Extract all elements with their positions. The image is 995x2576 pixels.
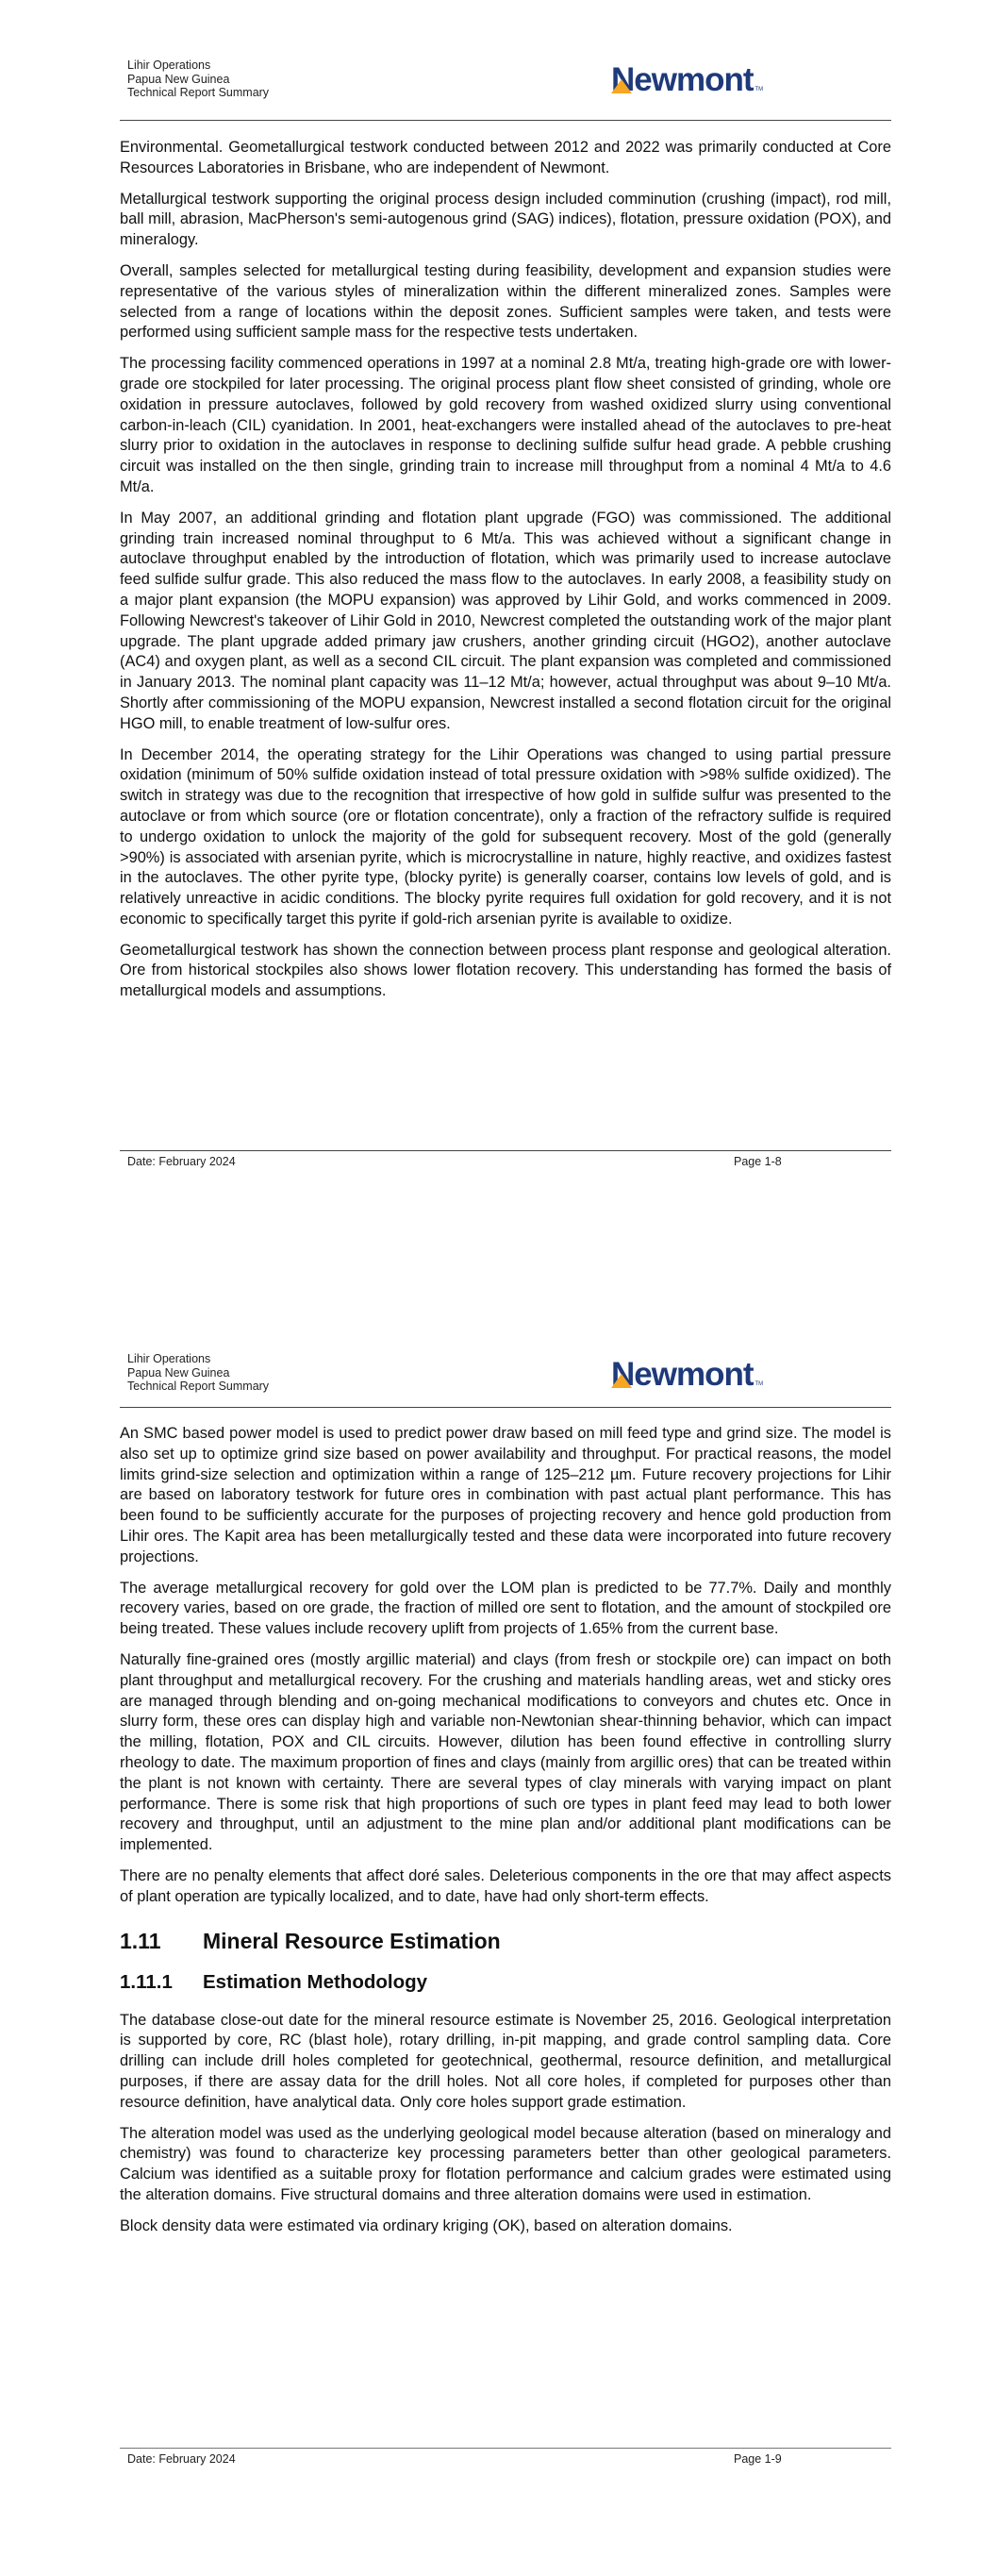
header-info <box>127 1352 269 1394</box>
header-divider <box>120 120 891 121</box>
page-1-9 <box>0 1302 995 2576</box>
footer-divider <box>120 2448 891 2449</box>
paragraph: Geometallurgical testwork has shown the connection between process plant response and geological alteration. Ore from historical stockpiles also shows lower flotation recovery. This understanding has formed the basis of metallurgical models and assumptions. <box>120 941 891 1000</box>
page-1-8 <box>0 0 995 1217</box>
logo-text: Newmont <box>611 1356 754 1393</box>
paragraph: The processing facility commenced operations in 1997 at a nominal 2.8 Mt/a, treating high-grade ore with lower-grade ore stockpiled for later processing. The original process plant flow sheet consisted of grinding, whole ore oxidation in pressure autoclaves, followed by gold recovery from washed oxidized slurry using conventional carbon-in-leach (CIL) cyanidation. In 2001, heat-exchangers were installed ahead of the autoclaves to pre-heat slurry prior to oxidation in the autoclaves in response to declining sulfide sulfur head grade. A pebble crushing circuit was installed on the then single, grinding train to increase mill throughput from a nominal 4 Mt/a to 4.6 Mt/a. <box>120 355 891 495</box>
header-divider <box>120 1407 891 1408</box>
logo-text: Newmont <box>611 61 754 98</box>
footer-date: Date: February 2024 <box>127 2452 236 2466</box>
header-line-country: Papua New Guinea <box>127 72 230 86</box>
footer-page-number: Page 1-8 <box>734 1155 782 1168</box>
paragraph: Naturally fine-grained ores (mostly argillic material) and clays (from fresh or stockpile ore) can impact on both plant throughput and metallurgical recovery. For the crushing and materials handling areas, wet and sticky ores are managed through blending and on-going mechanical modifications to conveyors and chutes etc. Once in slurry form, these ores can display high and variable non-Newtonian shear-thinning behavior, which can impact the milling, flotation, POX and CIL circuits. However, dilution has been found effective in controlling slurry rheology to date. The maximum proportion of fines and clays (mainly from argillic ores) that can be treated within the plant is not known with certainty. There are several types of clay minerals with varying impact on plant performance. There is some risk that high proportions of such ore types in plant feed may lead to both lower recovery and throughput, until an adjustment to the mine plan and/or additional plant modifications can be implemented. <box>120 1650 891 1854</box>
paragraph: The alteration model was used as the underlying geological model because alteration (based on mineralogy and chemistry) was found to characterize key processing parameters better than other geological parameters. Calcium was identified as a suitable proxy for flotation performance and calcium grades were estimated using the alteration domains. Five structural domains and three alteration domains were used in estimation. <box>120 2124 891 2203</box>
subsection-title: Estimation Methodology <box>203 1970 428 1993</box>
page-body <box>120 1424 891 2248</box>
paragraph: In December 2014, the operating strategy for the Lihir Operations was changed to using partial pressure oxidation (minimum of 50% sulfide oxidation instead of total pressure oxidation with >98% sulfide oxidized). The switch in strategy was due to the recognition that irrespective of how gold in sulfide sulfur was presented to the autoclave or from which source (ore or flotation concentrate), only a fraction of the refractory sulfide is required to undergo oxidation to unlock the majority of the gold for subsequent recovery. Most of the gold (generally >90%) is associated with arsenian pyrite, which is microcrystalline in nature, highly reactive, and oxidizes fastest in the autoclaves. The other pyrite type, (blocky pyrite) is generally coarser, contains low levels of gold, and is relatively unreactive in acidic conditions. The blocky pyrite requires full oxidation for gold recovery, and it is not economic to specifically target this pyrite if gold-rich arsenian pyrite is available to oxidize. <box>120 745 891 928</box>
page-body <box>120 138 891 1012</box>
newmont-logo <box>611 61 764 98</box>
section-title: Mineral Resource Estimation <box>203 1928 501 1953</box>
footer-divider <box>120 1150 891 1151</box>
header-line-operation: Lihir Operations <box>127 59 211 72</box>
logo-triangle-icon <box>611 79 632 93</box>
logo-triangle-icon <box>611 1374 632 1388</box>
paragraph: The database close-out date for the mineral resource estimate is November 25, 2016. Geological interpretation is supported by core, RC (blast hole), rotary drilling, in-pit mapping, and grade control sampling data. Core drilling can include drill holes completed for geotechnical, geothermal, resource definition, and metallurgical purposes, if there are assay data for the drill holes. Not all core holes, if completed for purposes other than resource definition, have analytical data. Only core holes support grade estimation. <box>120 2011 891 2111</box>
header-line-report: Technical Report Summary <box>127 1380 270 1393</box>
paragraph: There are no penalty elements that affect doré sales. Deleterious components in the ore that may affect aspects of plant operation are typically localized, and to date, have had only short-term effects. <box>120 1866 891 1905</box>
logo-trademark: TM <box>755 1381 764 1387</box>
newmont-logo <box>611 1356 764 1393</box>
footer-date: Date: February 2024 <box>127 1155 236 1168</box>
paragraph: An SMC based power model is used to predict power draw based on mill feed type and grind size. The model is also set up to optimize grind size based on power availability and throughput. For practical reasons, the model limits grind-size selection and optimization within a range of 125–212 µm. Future recovery projections for Lihir are based on laboratory testwork for future ores in combination with past actual plant performance. This has been found to be sufficiently accurate for the purposes of projecting recovery and hence gold production from Lihir ores. The Kapit area has been metallurgically tested and these data were incorporated into future recovery projections. <box>120 1425 891 1565</box>
header-line-operation: Lihir Operations <box>127 1352 211 1365</box>
paragraph: In May 2007, an additional grinding and flotation plant upgrade (FGO) was commissioned. The additional grinding train increased nominal throughput to 6 Mt/a. This was achieved without a significant change in autoclave throughput enabled by the introduction of flotation, which was primarily used to increase autoclave feed sulfide sulfur grade. This also reduced the mass flow to the autoclaves. In early 2008, a feasibility study on a major plant expansion (the MOPU expansion) was approved by Lihir Gold, and works commenced in 2009. Following Newcrest's takeover of Lihir Gold in 2010, Newcrest completed the outstanding work of the major plant upgrade. The plant upgrade added primary jaw crushers, another grinding circuit (HGO2), another autoclave (AC4) and oxygen plant, as well as a second CIL circuit. The plant expansion was completed and commissioned in January 2013. The nominal plant capacity was 11–12 Mt/a; however, actual throughput was about 9–10 Mt/a. Shortly after commissioning of the MOPU expansion, Newcrest installed a second flotation circuit for the original HGO mill, to enable treatment of low-sulfur ores. <box>120 509 891 732</box>
footer-page-number: Page 1-9 <box>734 2452 782 2466</box>
section-heading <box>120 1929 891 1954</box>
logo-wordmark <box>611 61 754 98</box>
subsection-number: 1.11.1 <box>120 1970 173 1993</box>
subsection-heading <box>120 1971 891 1994</box>
header-info <box>127 59 269 100</box>
paragraph: Environmental. Geometallurgical testwork conducted between 2012 and 2022 was primarily conducted at Core Resources Laboratories in Brisbane, who are independent of Newmont. <box>120 139 891 176</box>
paragraph: Metallurgical testwork supporting the original process design included comminution (crushing (impact), rod mill, ball mill, abrasion, MacPherson's semi-autogenous grind (SAG) indices), flotation, pressure oxidation (POX), and mineralogy. <box>120 190 891 249</box>
paragraph: Block density data were estimated via ordinary kriging (OK), based on alteration domains. <box>120 2216 733 2234</box>
header-line-country: Papua New Guinea <box>127 1365 230 1380</box>
logo-trademark: TM <box>755 87 764 92</box>
header-line-report: Technical Report Summary <box>127 86 270 99</box>
section-number: 1.11 <box>120 1928 161 1953</box>
paragraph: The average metallurgical recovery for gold over the LOM plan is predicted to be 77.7%. Daily and monthly recovery varies, based on ore grade, the fraction of milled ore sent to flotation, and the amount of stockpiled ore being treated. These values include recovery uplift from projects of 1.65% from the current base. <box>120 1579 891 1638</box>
paragraph: Overall, samples selected for metallurgical testing during feasibility, development and expansion studies were representative of the various styles of mineralization within the different mineralized zones. Samples were selected from a range of locations within the deposit zones. Sufficient samples were taken, and tests were performed using sufficient sample mass for the respective tests undertaken. <box>120 261 891 342</box>
logo-wordmark <box>611 1356 754 1393</box>
